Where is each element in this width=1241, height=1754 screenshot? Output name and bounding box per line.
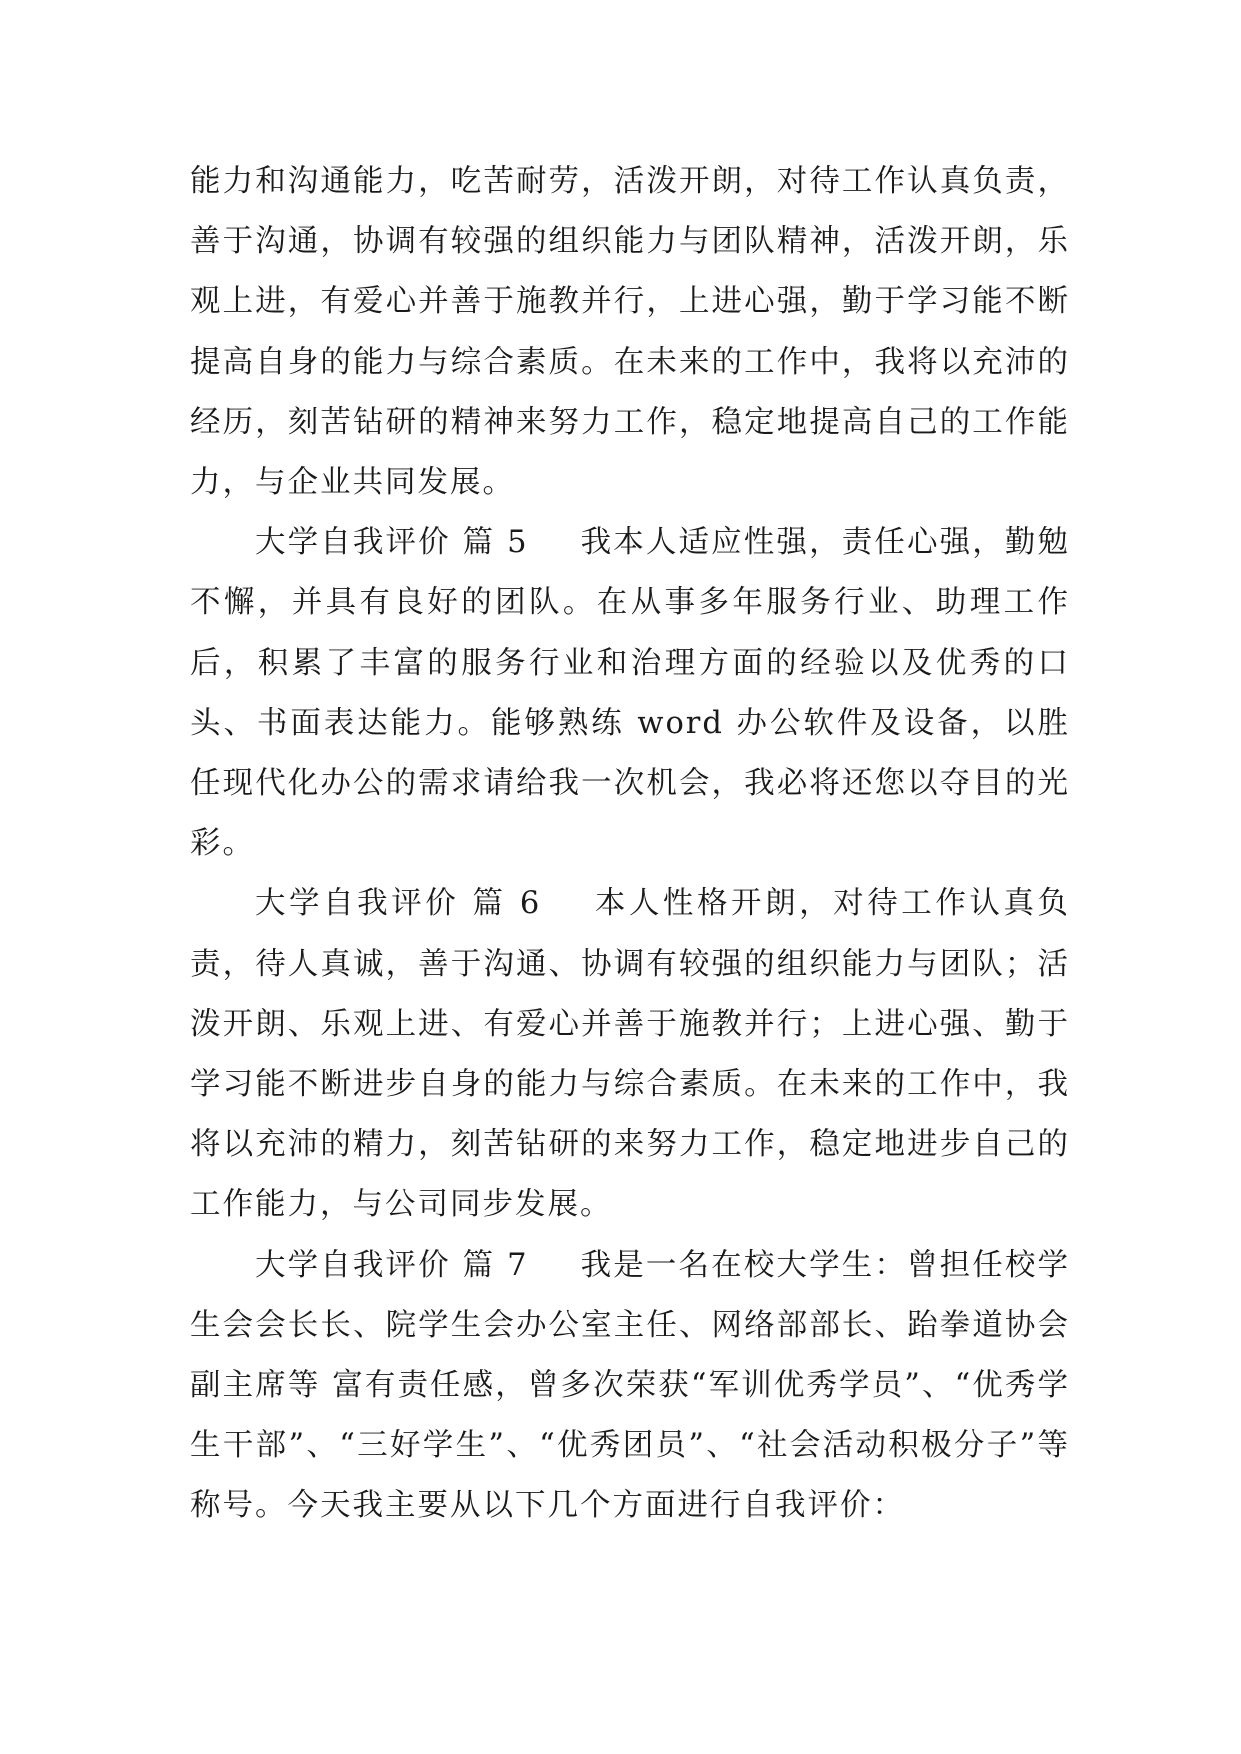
paragraph-text: 我本人适应性强，责任心强，勤勉不懈，并具有良好的团队。在从事多年服务行业、助理工作后，积累了丰富的服务行业和治理方面的经验以及优秀的口头、书面表达能力。能够熟练 word 办公软件及设备，以胜任现代化办公的需求请给我一次机会，我必将还您以夺目的光彩。: [190, 525, 1071, 862]
section-heading: 大学自我评价 篇 6: [255, 886, 542, 922]
paragraph-text: 能力和沟通能力，吃苦耐劳，活泼开朗，对待工作认真负责，善于沟通，协调有较强的组织能力与团队精神，活泼开朗，乐观上进，有爱心并善于施教并行，上进心强，勤于学习能不断提高自身的能力与综合素质。在未来的工作中，我将以充沛的经历，刻苦钻研的精神来努力工作，稳定地提高自己的工作能力，与企业共同发展。: [190, 164, 1070, 501]
paragraph-section-6: [190, 874, 1070, 1235]
section-heading: 大学自我评价 篇 5: [255, 525, 529, 561]
paragraph-section-7: [190, 1236, 1070, 1537]
document-body: [190, 152, 1070, 1537]
paragraph-section-5: [190, 513, 1070, 874]
paragraph-continuation: [190, 152, 1070, 513]
paragraph-text: 我是一名在校大学生：曾担任校学生会会长长、院学生会办公室主任、网络部部长、跆拳道协会副主席等 富有责任感，曾多次荣获“军训优秀学员”、“优秀学生干部”、“三好学生”、“优秀团员”、“社会活动积极分子”等称号。今天我主要从以下几个方面进行自我评价：: [190, 1247, 1071, 1524]
section-heading: 大学自我评价 篇 7: [255, 1247, 529, 1283]
paragraph-text: 本人性格开朗，对待工作认真负责，待人真诚，善于沟通、协调有较强的组织能力与团队；活泼开朗、乐观上进、有爱心并善于施教并行；上进心强、勤于学习能不断进步自身的能力与综合素质。在未来的工作中，我将以充沛的精力，刻苦钻研的来努力工作，稳定地进步自己的工作能力，与公司同步发展。: [190, 886, 1070, 1223]
